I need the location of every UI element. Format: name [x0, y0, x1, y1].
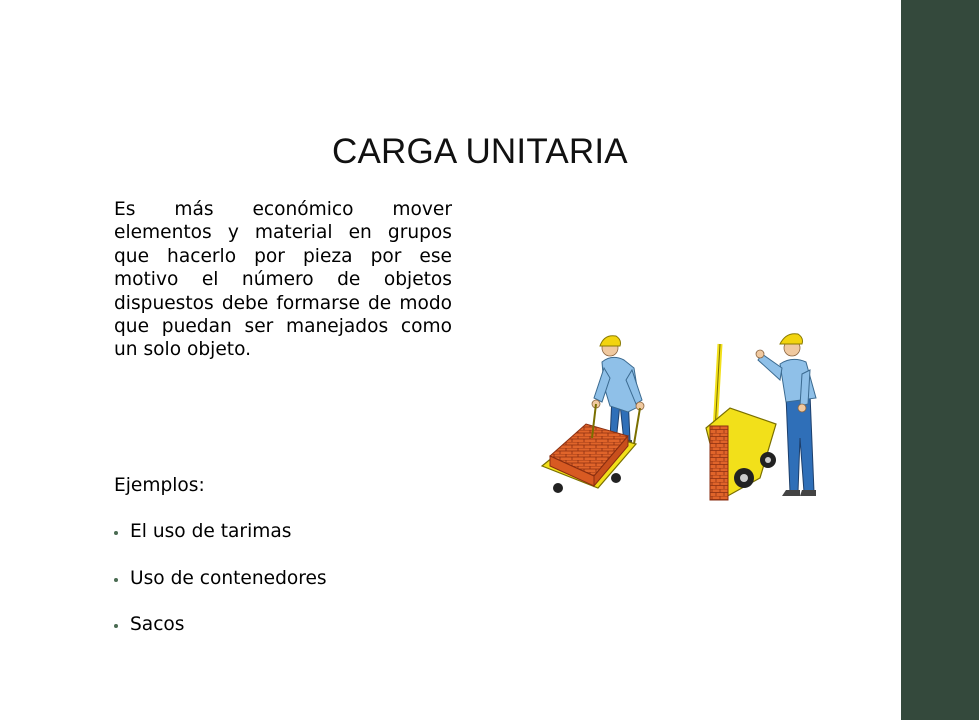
body-paragraph: Es más económico mover elementos y material en grupos que hacerlo por pieza por ese motivo el número de objetos dispuestos debe formarse de modo que puedan ser manejados como un solo objeto. — [114, 199, 452, 361]
decorative-side-bar — [901, 0, 979, 720]
bullet-icon — [114, 531, 118, 535]
right-worker-figure — [756, 334, 816, 496]
list-item-label: El uso de tarimas — [130, 521, 292, 542]
list-item — [112, 611, 327, 658]
workers-moving-bricks-illustration — [524, 328, 820, 510]
list-item-label: Sacos — [130, 614, 185, 635]
list-item-label: Uso de contenedores — [130, 567, 327, 589]
slide-title: CARGA UNITARIA — [332, 132, 628, 171]
examples-list — [112, 518, 327, 658]
bullet-icon — [114, 578, 118, 582]
bullet-icon — [114, 624, 118, 628]
list-item — [112, 518, 327, 565]
examples-label: Ejemplos: — [114, 475, 205, 496]
list-item — [112, 565, 327, 612]
